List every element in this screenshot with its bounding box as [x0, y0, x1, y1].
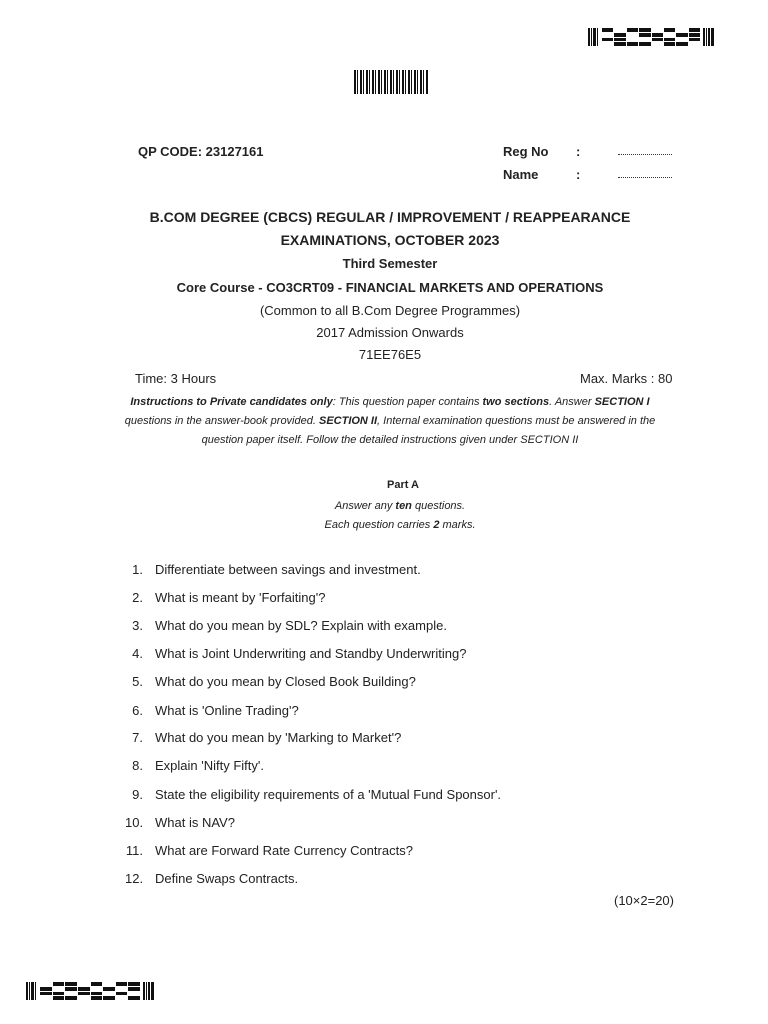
- instructions-text3: questions in the answer-book provided.: [124, 415, 319, 427]
- question-number: 1.: [132, 562, 143, 577]
- question-text: State the eligibility requirements of a 'Mutual Fund Sponsor'.: [155, 787, 502, 802]
- answer-post: questions.: [411, 500, 466, 512]
- time-label: Time: 3 Hours: [135, 371, 217, 386]
- instructions-text4: , Internal examination questions must be answered in the: [377, 415, 656, 427]
- question-number: 11.: [125, 843, 143, 858]
- course-title: Core Course - CO3CRT09 - FINANCIAL MARKETS AND OPERATIONS: [176, 280, 604, 295]
- question-11: [125, 843, 413, 858]
- instructions-bold1: two sections: [482, 396, 550, 408]
- question-1: [125, 562, 421, 577]
- admission-note: 2017 Admission Onwards: [316, 325, 464, 340]
- answer-instruction: [0, 500, 768, 512]
- question-3: [125, 618, 447, 633]
- name-colon: :: [576, 167, 581, 182]
- common-note: (Common to all B.Com Degree Programmes): [259, 303, 521, 318]
- marks-instruction: [0, 519, 768, 531]
- question-8: [125, 758, 264, 773]
- name-label: Name: [503, 167, 539, 182]
- question-text: What do you mean by SDL? Explain with example.: [155, 618, 447, 633]
- instructions-bold2: SECTION I: [594, 396, 650, 408]
- question-text: What is Joint Underwriting and Standby Underwriting?: [155, 646, 467, 661]
- question-number: 8.: [132, 758, 143, 773]
- instructions-bold3: SECTION II: [318, 415, 378, 427]
- instructions-text1: : This question paper contains: [332, 396, 483, 408]
- question-text: What is NAV?: [155, 815, 235, 830]
- question-number: 5.: [132, 674, 143, 689]
- question-text: Define Swaps Contracts.: [155, 871, 299, 886]
- bottom-left-barcode: [26, 982, 156, 1000]
- exam-title-line2: EXAMINATIONS, OCTOBER 2023: [280, 232, 500, 248]
- question-2: [125, 590, 325, 605]
- reg-no-label: Reg No: [503, 144, 549, 159]
- question-number: 4.: [132, 646, 143, 661]
- question-number: 10.: [125, 815, 144, 830]
- question-number: 7.: [132, 730, 143, 745]
- question-text: Explain 'Nifty Fifty'.: [155, 758, 264, 773]
- name-field[interactable]: [618, 177, 672, 178]
- instructions-line2: [0, 415, 768, 427]
- max-marks-label: Max. Marks : 80: [580, 371, 673, 386]
- question-10: [125, 815, 235, 830]
- top-right-barcode: [588, 28, 716, 46]
- question-number: 12.: [125, 871, 144, 886]
- question-text: What are Forward Rate Currency Contracts?: [155, 843, 413, 858]
- instructions-lead: Instructions to Private candidates only: [130, 396, 333, 408]
- question-6: [125, 703, 299, 718]
- qp-code: QP CODE: 23127161: [138, 144, 264, 159]
- question-4: [125, 646, 466, 661]
- reg-no-field[interactable]: [618, 154, 672, 155]
- question-text: What do you mean by Closed Book Building?: [155, 674, 416, 689]
- question-number: 9.: [132, 787, 143, 802]
- question-text: Differentiate between savings and investment.: [155, 562, 421, 577]
- semester-title: Third Semester: [342, 256, 438, 271]
- top-center-barcode: [354, 70, 428, 94]
- question-9: [125, 787, 501, 802]
- instructions-line1: [0, 396, 768, 408]
- exam-title-line1: B.COM DEGREE (CBCS) REGULAR / IMPROVEMENT / REAPPEARANCE: [149, 209, 631, 225]
- marks-summary: (10×2=20): [614, 893, 674, 908]
- reg-no-colon: :: [576, 144, 581, 159]
- carries-marks: 2: [433, 519, 440, 531]
- instructions-line3: question paper itself. Follow the detailed instructions given under SECTION II: [201, 434, 579, 446]
- carries-pre: Each question carries: [324, 519, 434, 531]
- carries-post: marks.: [439, 519, 476, 531]
- instructions-text2: . Answer: [549, 396, 595, 408]
- answer-count: ten: [395, 500, 412, 512]
- question-text: What do you mean by 'Marking to Market'?: [155, 730, 402, 745]
- paper-code: 71EE76E5: [358, 347, 422, 362]
- question-number: 2.: [132, 590, 143, 605]
- question-number: 3.: [132, 618, 143, 633]
- question-text: What is 'Online Trading'?: [155, 703, 299, 718]
- question-text: What is meant by 'Forfaiting'?: [155, 590, 326, 605]
- question-7: [125, 730, 401, 745]
- question-number: 6.: [132, 703, 143, 718]
- answer-pre: Answer any: [334, 500, 396, 512]
- question-5: [125, 674, 416, 689]
- part-title: Part A: [387, 479, 419, 491]
- question-12: [125, 871, 298, 886]
